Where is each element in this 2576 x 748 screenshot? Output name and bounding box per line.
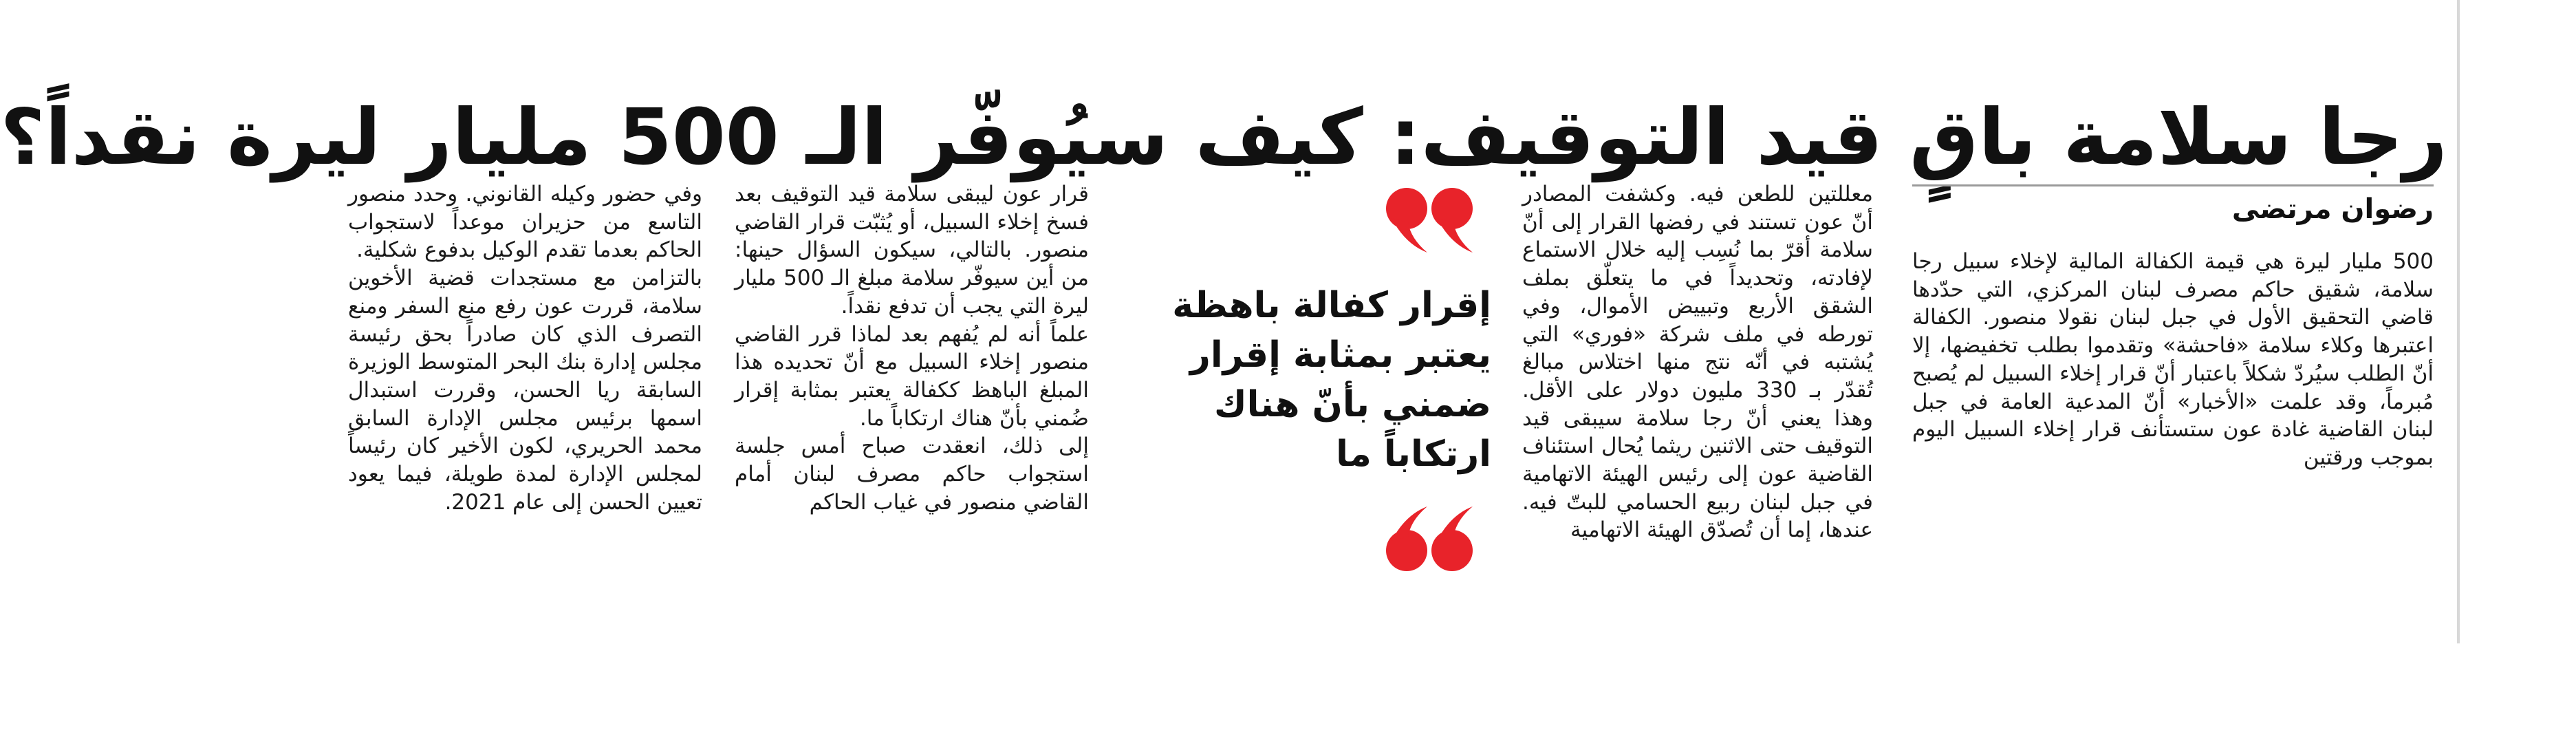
paragraph: قرار عون ليبقى سلامة قيد التوقيف بعد فسخ إخلاء السبيل، أو يُثبّت قرار القاضي منصور. بالتالي، سيكون السؤال حينها: من أين سيوفّر سلامة مبلغ الـ 500 مليار ليرة التي يجب أن تدفع نقداً. xyxy=(735,182,1089,319)
quote-close-icon xyxy=(1378,501,1481,584)
author-byline: رضوان مرتضى xyxy=(2231,193,2434,225)
pull-quote: إقرار كفالة باهظة يعتبر بمثابة إقرار ضمني بأنّ هناك ارتكاباً ما xyxy=(1172,285,1491,475)
paragraph: وفي حضور وكيله القانوني. وحدد منصور التاسع من حزيران موعداً لاستجواب الحاكم بعدما تقدم الوكيل بدفوع شكلية. xyxy=(348,182,702,263)
quote-open-icon xyxy=(1378,175,1481,258)
paragraph: معللتين للطعن فيه. وكشفت المصادر أنّ عون تستند في رفضها القرار إلى أنّ سلامة أقرّ بما نُسِب إليه خلال الاستماع لإفادته، وتحديداً في ما يتعلّق بملف الشقق الأربع وتبييض الأموال، وفي تورطه في ملف شركة «فوري» التي يُشتبه في أنّه نتج منها اختلاس مبالغ تُقدّر بـ 330 مليون دولار على الأقل. وهذا يعني أنّ رجا سلامة سيبقى قيد التوقيف حتى الاثنين ريثما يُحال استئناف القاضية عون إلى رئيس الهيئة الاتهامية في جبل لبنان ربيع الحسامي للبتّ فيه. عندها، إما أن تُصدّق الهيئة الاتهامية xyxy=(1522,182,1873,543)
paragraph: إلى ذلك، انعقدت صباح أمس جلسة استجواب حاكم مصرف لبنان أمام القاضي منصور في غياب الحاكم xyxy=(735,434,1089,515)
paragraph: علماً أنه لم يُفهم بعد لماذا قرر القاضي منصور إخلاء السبيل مع أنّ تحديده هذا المبلغ الباهظ ككفالة يعتبر بمثابة إقرار ضُمني بأنّ هناك ارتكاباً ما. xyxy=(735,321,1089,431)
column-rule xyxy=(2457,0,2460,643)
article-column-2 xyxy=(1522,180,1873,641)
byline-rule xyxy=(1912,184,2434,186)
article-column-3 xyxy=(735,180,1089,641)
article-column-4 xyxy=(348,180,702,641)
paragraph: 500 مليار ليرة هي قيمة الكفالة المالية لإخلاء سبيل رجا سلامة، شقيق حاكم مصرف لبنان المركزي، التي حدّدها قاضي التحقيق الأول في جبل لبنان نقولا منصور. الكفالة اعتبرها وكلاء سلامة «فاحشة» وتقدموا بطلب تخفيضها، إلا أنّ الطلب سيُردّ شكلاً باعتبار أنّ قرار إخلاء السبيل لم يُصبح مُبرماً، وقد علمت «الأخبار» أنّ المدعية العامة في جبل لبنان القاضية غادة عون ستستأنف قرار إخلاء السبيل اليوم بموجب ورقتين xyxy=(1912,249,2434,470)
headline: رجا سلامة باقٍ قيد التوقيف: كيف سيُوفّر الـ 500 مليار ليرة نقداً؟ xyxy=(0,93,2447,183)
article-column-1 xyxy=(1912,248,2434,640)
paragraph: بالتزامن مع مستجدات قضية الأخوين سلامة، قررت عون رفع منع السفر ومنع التصرف الذي كان صادراً بحق رئيسة مجلس إدارة بنك البحر المتوسط الوزيرة السابقة ريا الحسن، وقررت استبدال اسمها برئيس مجلس الإدارة السابق محمد الحريري، لكون الأخير كان رئيساً لمجلس الإدارة لمدة طويلة، فيما يعود تعيين الحسن إلى عام 2021. xyxy=(348,266,702,515)
